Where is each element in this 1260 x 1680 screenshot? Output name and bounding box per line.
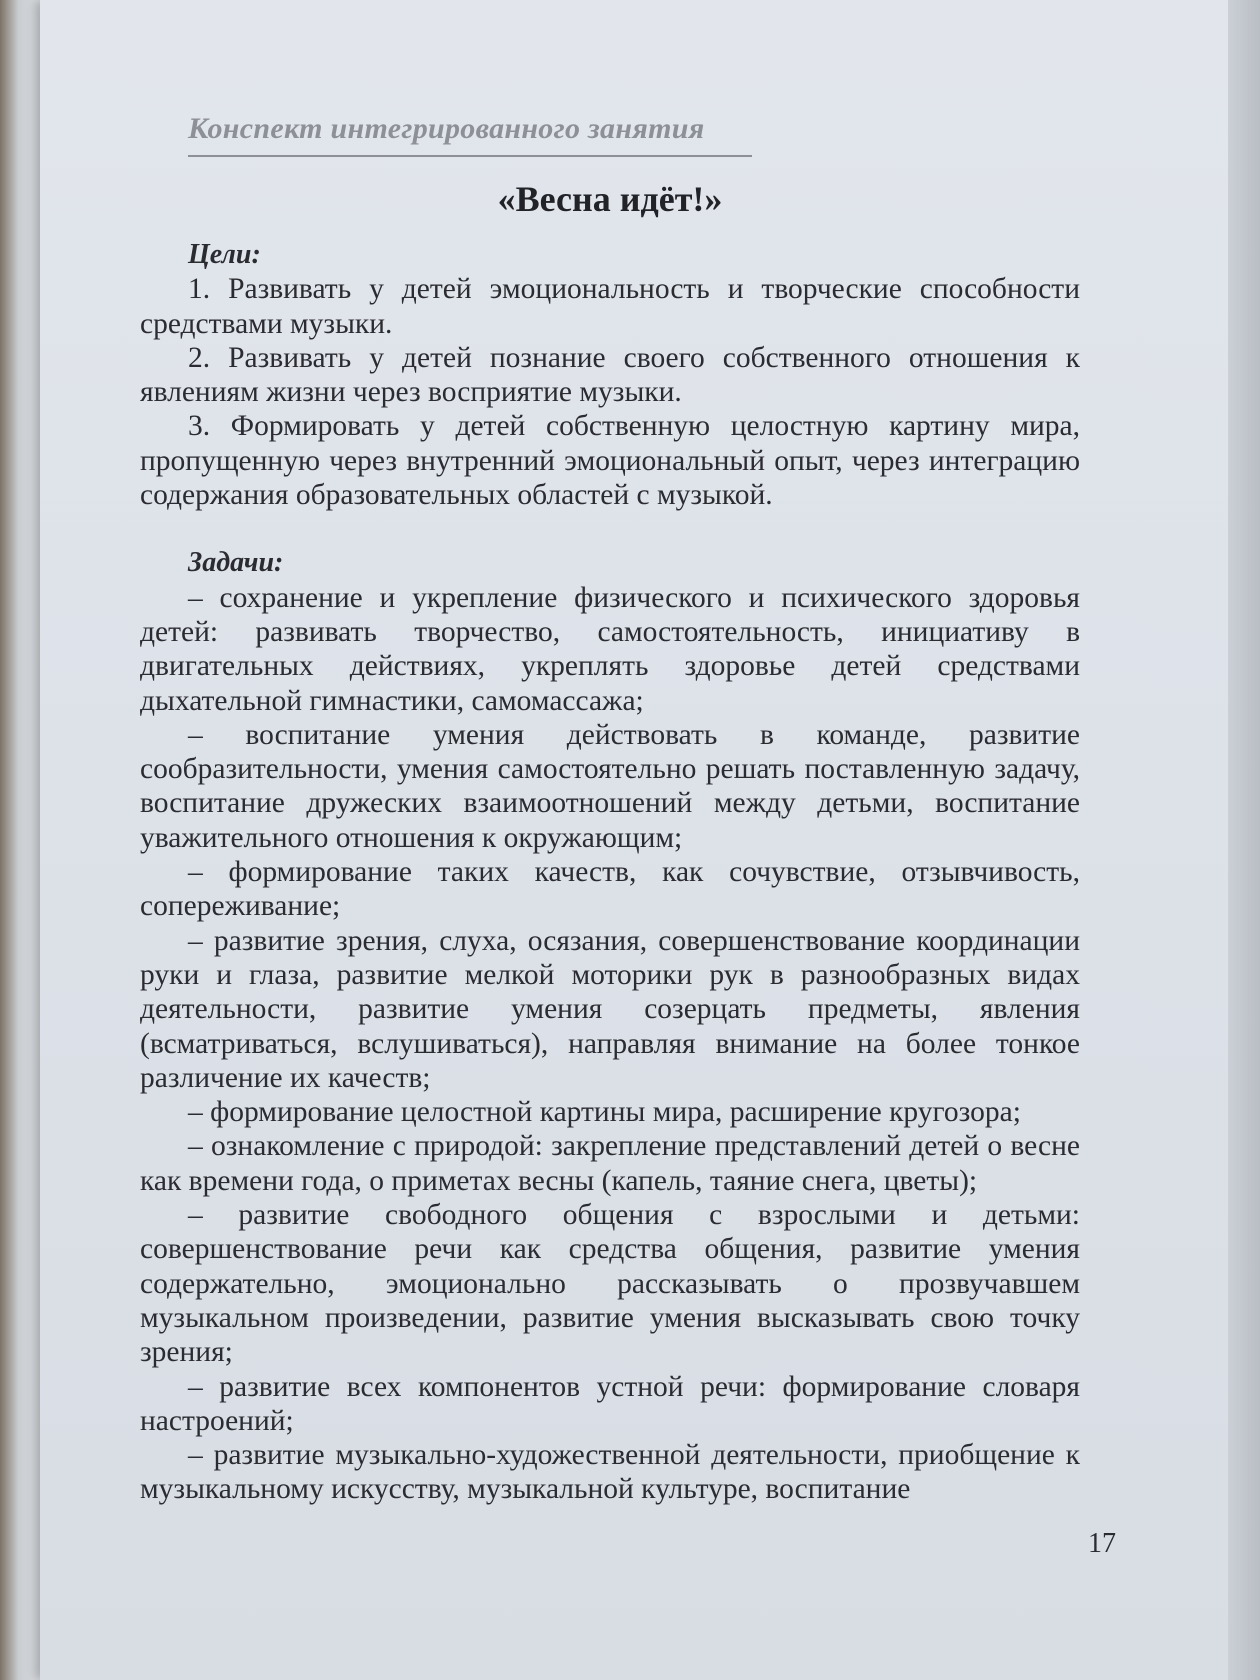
goal-item: 1. Развивать у детей эмоциональность и творческие способности средствами музыки. bbox=[140, 273, 1080, 340]
task-item: – формирование таких качеств, как сочувствие, отзывчивость, сопереживание; bbox=[140, 856, 1080, 923]
task-item: – формирование целостной картины мира, расширение кругозора; bbox=[188, 1096, 1021, 1129]
tasks-heading: Задачи: bbox=[188, 547, 284, 579]
goal-item: 2. Развивать у детей познание своего собственного отношения к явлениям жизни через восприятие музыки. bbox=[140, 341, 1080, 409]
body-text bbox=[140, 238, 1080, 1507]
task-item: – развитие музыкально-художественной деятельности, приобщение к музыкальному искусству, музыкальной культуре, воспитание bbox=[140, 1439, 1080, 1506]
task-item: – развитие всех компонентов устной речи: формирование словаря настроений; bbox=[140, 1370, 1080, 1437]
task-item: – развитие свободного общения с взрослыми и детьми: совершенствование речи как средства общения, развитие умения содержательно, эмоционально рассказывать о прозвучавшем музыкальном произведении, развитие умения высказывать свою точку зрения; bbox=[140, 1199, 1080, 1369]
page-number: 17 bbox=[1088, 1528, 1116, 1559]
task-item: – ознакомление с природой: закрепление представлений детей о весне как времени года, о приметах весны (капель, таяние снега, цветы); bbox=[140, 1130, 1080, 1197]
page-title: «Весна идёт!» bbox=[497, 179, 723, 219]
goal-item: 3. Формировать у детей собственную целостную картину мира, пропущенную через внутренний эмоциональный опыт, через интеграцию содержания образовательных областей с музыкой. bbox=[140, 410, 1080, 512]
task-item: – развитие зрения, слуха, осязания, совершенствование координации руки и глаза, развитие мелкой моторики рук в разнообразных видах деятельности, развитие умения созерцать предметы, явления (всматриваться, вслушиваться), направляя внимание на более тонкое различение их качеств; bbox=[140, 924, 1080, 1094]
section-gap bbox=[140, 512, 1080, 546]
page-edge bbox=[1228, 0, 1260, 1680]
task-item: – сохранение и укрепление физического и психического здоровья детей: развивать творчество, самостоятельность, инициативу в двигательных действиях, укреплять здоровье детей средствами дыхательной гимнастики, самомассажа; bbox=[140, 581, 1080, 717]
running-head: Конспект интегрированного занятия bbox=[188, 112, 705, 145]
running-head-rule bbox=[188, 155, 752, 157]
task-item: – воспитание умения действовать в команде, развитие сообразительности, умения самостоятельно решать поставленную задачу, воспитание дружеских взаимоотношений между детьми, воспитание уважительного отношения к окружающим; bbox=[140, 718, 1080, 854]
goals-heading: Цели: bbox=[188, 239, 261, 270]
